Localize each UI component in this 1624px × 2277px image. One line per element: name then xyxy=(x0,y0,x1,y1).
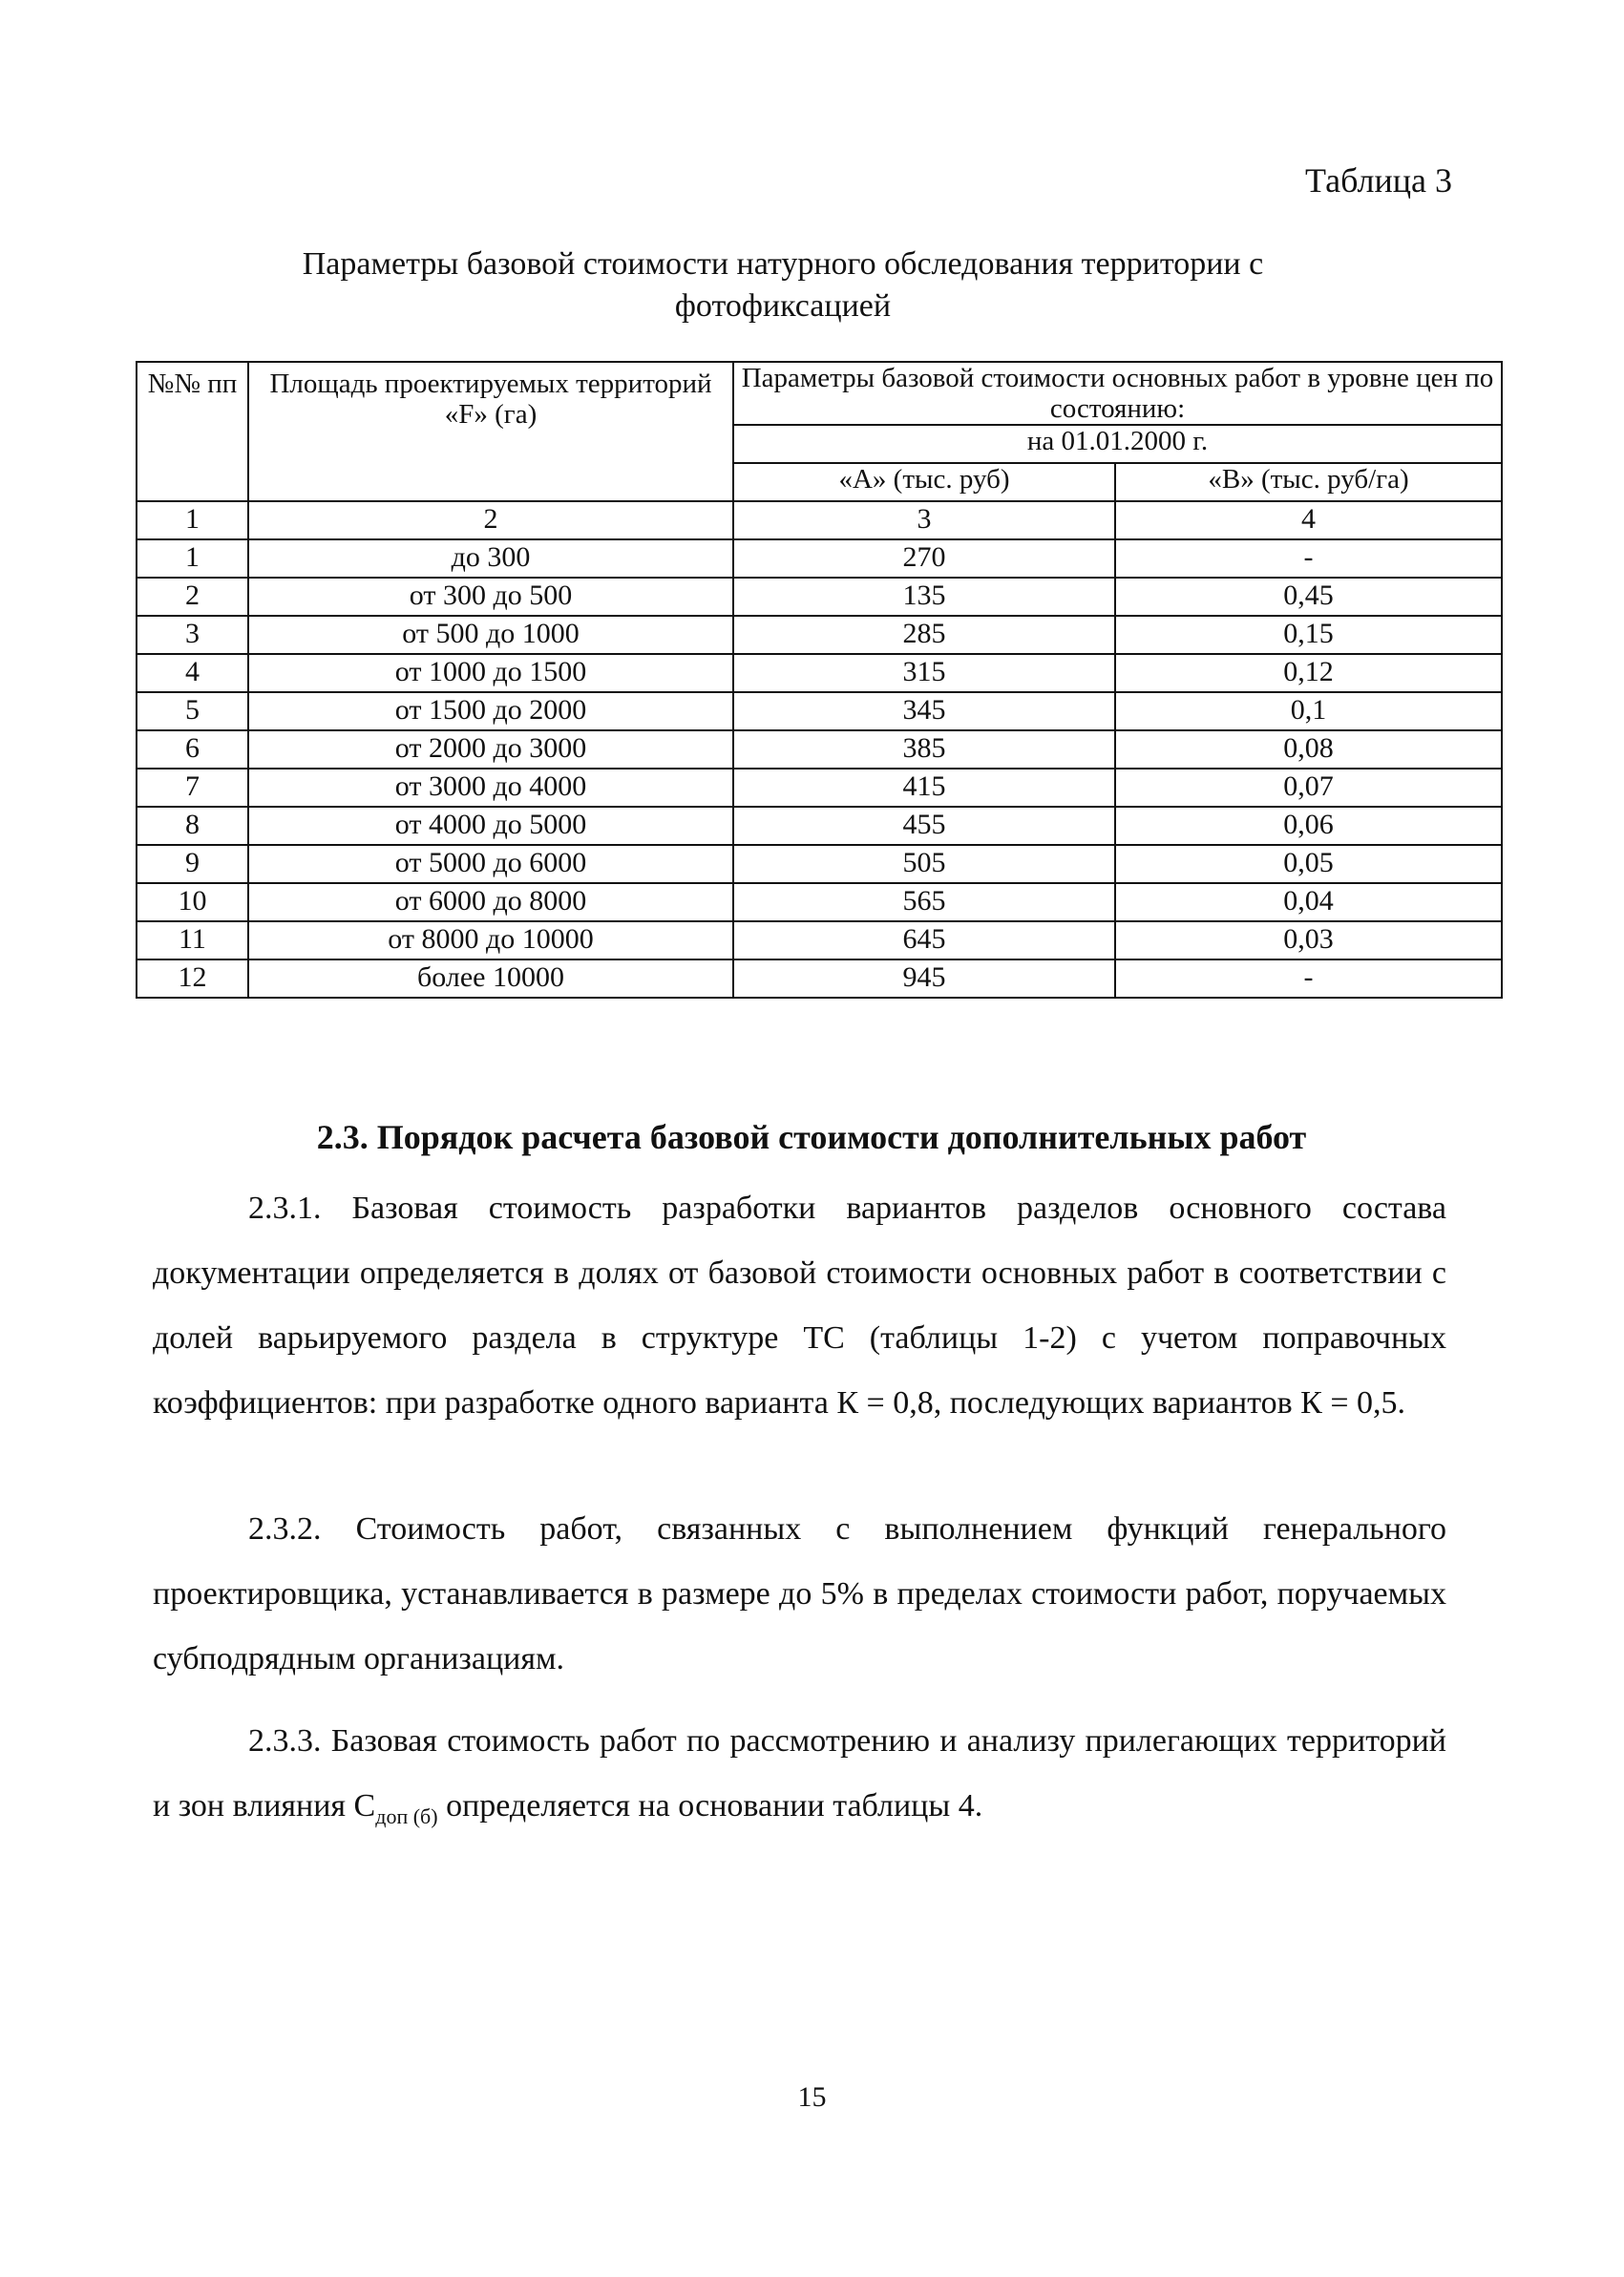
table-row xyxy=(137,730,1502,769)
paragraph-2-3-1: 2.3.1. Базовая стоимость разработки вариантов разделов основного состава документации определяется в долях от базовой стоимости основных работ в соответствии с долей варьируемого раздела в структуре ТС (таблицы 1-2) с учетом поправочных коэффициентов: при разработке одного варианта К = 0,8, последующих вариантов К = 0,5. xyxy=(153,1191,1446,1421)
row-b-cell: 0,03 xyxy=(1115,921,1502,959)
header-area: Площадь проектируемых территорий «F» (га) xyxy=(248,362,733,501)
table-row xyxy=(137,692,1502,730)
row-area-cell: от 3000 до 4000 xyxy=(248,769,733,807)
table-row xyxy=(137,616,1502,654)
row-area-cell: от 4000 до 5000 xyxy=(248,807,733,845)
table-label: Таблица 3 xyxy=(1305,161,1452,200)
row-b-cell: 0,04 xyxy=(1115,883,1502,921)
row-a-cell: 565 xyxy=(733,883,1115,921)
column-number: 3 xyxy=(733,501,1115,539)
row-b-cell: 0,08 xyxy=(1115,730,1502,769)
row-b-cell: 0,05 xyxy=(1115,845,1502,883)
table-row xyxy=(137,845,1502,883)
row-b-cell: 0,1 xyxy=(1115,692,1502,730)
row-b-cell: 0,12 xyxy=(1115,654,1502,692)
header-date: на 01.01.2000 г. xyxy=(733,425,1502,463)
row-b-cell: 0,15 xyxy=(1115,616,1502,654)
row-number-cell: 4 xyxy=(137,654,248,692)
page-number: 15 xyxy=(797,2081,827,2113)
row-b-cell: 0,06 xyxy=(1115,807,1502,845)
parameters-table xyxy=(136,361,1503,999)
row-number-cell: 11 xyxy=(137,921,248,959)
row-a-cell: 270 xyxy=(733,539,1115,578)
row-b-cell: - xyxy=(1115,539,1502,578)
row-number-cell: 9 xyxy=(137,845,248,883)
table-title: Параметры базовой стоимости натурного обследования территории с фотофиксацией xyxy=(302,246,1264,324)
row-number-cell: 1 xyxy=(137,539,248,578)
paragraph-2-3-2: 2.3.2. Стоимость работ, связанных с выполнением функций генерального проектировщика, устанавливается в размере до 5% в пределах стоимости работ, поручаемых субподрядным организациям. xyxy=(153,1511,1446,1676)
row-a-cell: 315 xyxy=(733,654,1115,692)
row-a-cell: 505 xyxy=(733,845,1115,883)
row-a-cell: 945 xyxy=(733,959,1115,998)
row-area-cell: более 10000 xyxy=(248,959,733,998)
header-col-a: «А» (тыс. руб) xyxy=(733,463,1115,501)
table-row xyxy=(137,769,1502,807)
table-row xyxy=(137,883,1502,921)
row-b-cell: 0,07 xyxy=(1115,769,1502,807)
header-num: №№ пп xyxy=(137,362,248,501)
row-a-cell: 645 xyxy=(733,921,1115,959)
paragraph-text: определяется на основании таблицы 4. xyxy=(437,1788,983,1824)
row-number-cell: 7 xyxy=(137,769,248,807)
row-a-cell: 455 xyxy=(733,807,1115,845)
row-a-cell: 385 xyxy=(733,730,1115,769)
paragraph-text: 2.3.3. Базовая стоимость работ по рассмотрению и анализу прилегающих территорий и зон влияния С xyxy=(153,1723,1446,1824)
column-number: 4 xyxy=(1115,501,1502,539)
table-row xyxy=(137,654,1502,692)
row-a-cell: 285 xyxy=(733,616,1115,654)
table-row xyxy=(137,578,1502,616)
row-area-cell: от 6000 до 8000 xyxy=(248,883,733,921)
row-area-cell: от 5000 до 6000 xyxy=(248,845,733,883)
table-row xyxy=(137,807,1502,845)
row-area-cell: от 300 до 500 xyxy=(248,578,733,616)
header-col-b: «В» (тыс. руб/га) xyxy=(1115,463,1502,501)
row-number-cell: 5 xyxy=(137,692,248,730)
row-b-cell: - xyxy=(1115,959,1502,998)
row-a-cell: 345 xyxy=(733,692,1115,730)
row-area-cell: от 1500 до 2000 xyxy=(248,692,733,730)
subscript-text: доп (б) xyxy=(375,1803,438,1828)
row-area-cell: до 300 xyxy=(248,539,733,578)
row-a-cell: 135 xyxy=(733,578,1115,616)
row-number-cell: 10 xyxy=(137,883,248,921)
row-number-cell: 8 xyxy=(137,807,248,845)
row-b-cell: 0,45 xyxy=(1115,578,1502,616)
column-number-row xyxy=(137,501,1502,539)
row-number-cell: 6 xyxy=(137,730,248,769)
section-heading: 2.3. Порядок расчета базовой стоимости дополнительных работ xyxy=(316,1118,1307,1156)
paragraph-2-3-3 xyxy=(153,1709,1446,1849)
column-number: 1 xyxy=(137,501,248,539)
table-row xyxy=(137,921,1502,959)
row-number-cell: 12 xyxy=(137,959,248,998)
row-area-cell: от 500 до 1000 xyxy=(248,616,733,654)
row-area-cell: от 1000 до 1500 xyxy=(248,654,733,692)
table-row xyxy=(137,539,1502,578)
row-number-cell: 3 xyxy=(137,616,248,654)
row-area-cell: от 8000 до 10000 xyxy=(248,921,733,959)
row-number-cell: 2 xyxy=(137,578,248,616)
row-area-cell: от 2000 до 3000 xyxy=(248,730,733,769)
column-number: 2 xyxy=(248,501,733,539)
header-params: Параметры базовой стоимости основных работ в уровне цен по состоянию: xyxy=(733,362,1502,425)
table-row xyxy=(137,959,1502,998)
row-a-cell: 415 xyxy=(733,769,1115,807)
